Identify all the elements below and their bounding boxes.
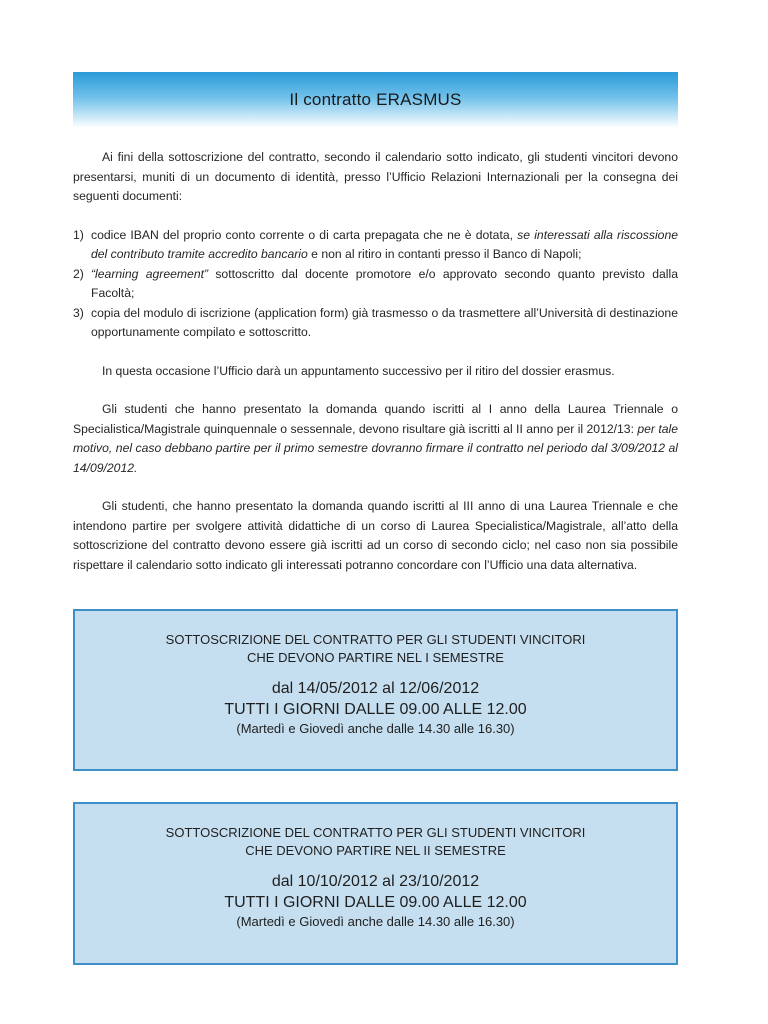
- box-hours: TUTTI I GIORNI DALLE 09.00 ALLE 12.00: [224, 701, 527, 718]
- list-item: [73, 265, 678, 304]
- list-text-italic: se interessati alla riscossione del contributo tramite accredito bancario: [91, 227, 679, 261]
- appointment-paragraph: In questa occasione l’Ufficio darà un appuntamento successivo per il ritiro del dossier erasmus.: [102, 363, 615, 378]
- box-heading-line1: SOTTOSCRIZIONE DEL CONTRATTO PER GLI STUDENTI VINCITORI: [165, 632, 586, 647]
- list-text: copia del modulo di iscrizione (application form) già trasmesso o da trasmettere all’Università di destinazione opportunamente compilato e sottoscritto.: [91, 305, 678, 339]
- list-item: [73, 226, 678, 265]
- box-heading-line2: CHE DEVONO PARTIRE NEL II SEMESTRE: [245, 843, 506, 858]
- first-year-text: Gli studenti che hanno presentato la domanda quando iscritti al I anno della Laurea Triennale o Specialistica/Magistrale quinquennale o sessennale, devono risultare già iscritti al II anno per il 2012/13:: [73, 402, 678, 436]
- box-hours: TUTTI I GIORNI DALLE 09.00 ALLE 12.00: [224, 894, 527, 911]
- list-text-end: sottoscritto dal docente promotore e/o approvato secondo quanto previsto dalla Facoltà;: [91, 266, 678, 300]
- list-text: codice IBAN del proprio conto corrente o di carta prepagata che ne è dotata,: [91, 227, 518, 242]
- list-text-italic: “learning agreement”: [91, 266, 209, 281]
- list-item: [73, 304, 678, 343]
- box-dates: dal 10/10/2012 al 23/10/2012: [271, 873, 480, 890]
- box-heading-line1: SOTTOSCRIZIONE DEL CONTRATTO PER GLI STUDENTI VINCITORI: [165, 825, 586, 840]
- title-band: [73, 72, 678, 128]
- page-title: Il contratto ERASMUS: [289, 90, 462, 109]
- box-note: (Martedì e Giovedì anche dalle 14.30 alle 16.30): [236, 721, 515, 736]
- body-text: [73, 148, 678, 575]
- documents-list: [73, 226, 678, 343]
- list-number: 3): [73, 305, 84, 320]
- list-number: 1): [73, 227, 84, 242]
- schedule-box-second-semester: [73, 802, 678, 965]
- schedule-box-first-semester: [73, 609, 678, 771]
- list-text-end: e non al ritiro in contanti presso il Banco di Napoli;: [307, 247, 582, 261]
- first-year-paragraph: [73, 400, 678, 478]
- third-year-paragraph: Gli studenti, che hanno presentato la domanda quando iscritti al III anno di una Laurea Triennale e che intendono partire per svolgere attività didattiche di un corso di Laurea Specialistica/Magistrale, all’atto della sottoscrizione del contratto devono essere già iscritti ad un corso di secondo ciclo; nel caso non sia possibile rispettare il calendario sotto indicato gli interessati potranno concordare con l’Ufficio una data alternativa.: [73, 499, 678, 572]
- box-heading-line2: CHE DEVONO PARTIRE NEL I SEMESTRE: [247, 650, 504, 665]
- box-dates: dal 14/05/2012 al 12/06/2012: [271, 680, 480, 697]
- box-note: (Martedì e Giovedì anche dalle 14.30 alle 16.30): [236, 914, 515, 929]
- list-number: 2): [73, 266, 84, 281]
- intro-paragraph: Ai fini della sottoscrizione del contratto, secondo il calendario sotto indicato, gli studenti vincitori devono presentarsi, muniti di un documento di identità, presso l’Ufficio Relazioni Internazionali per la consegna dei seguenti documenti:: [73, 150, 678, 203]
- first-year-text-italic: per tale motivo, nel caso debbano partire per il primo semestre dovranno firmare il contratto nel periodo dal 3/09/2012 al 14/09/2012.: [73, 421, 679, 475]
